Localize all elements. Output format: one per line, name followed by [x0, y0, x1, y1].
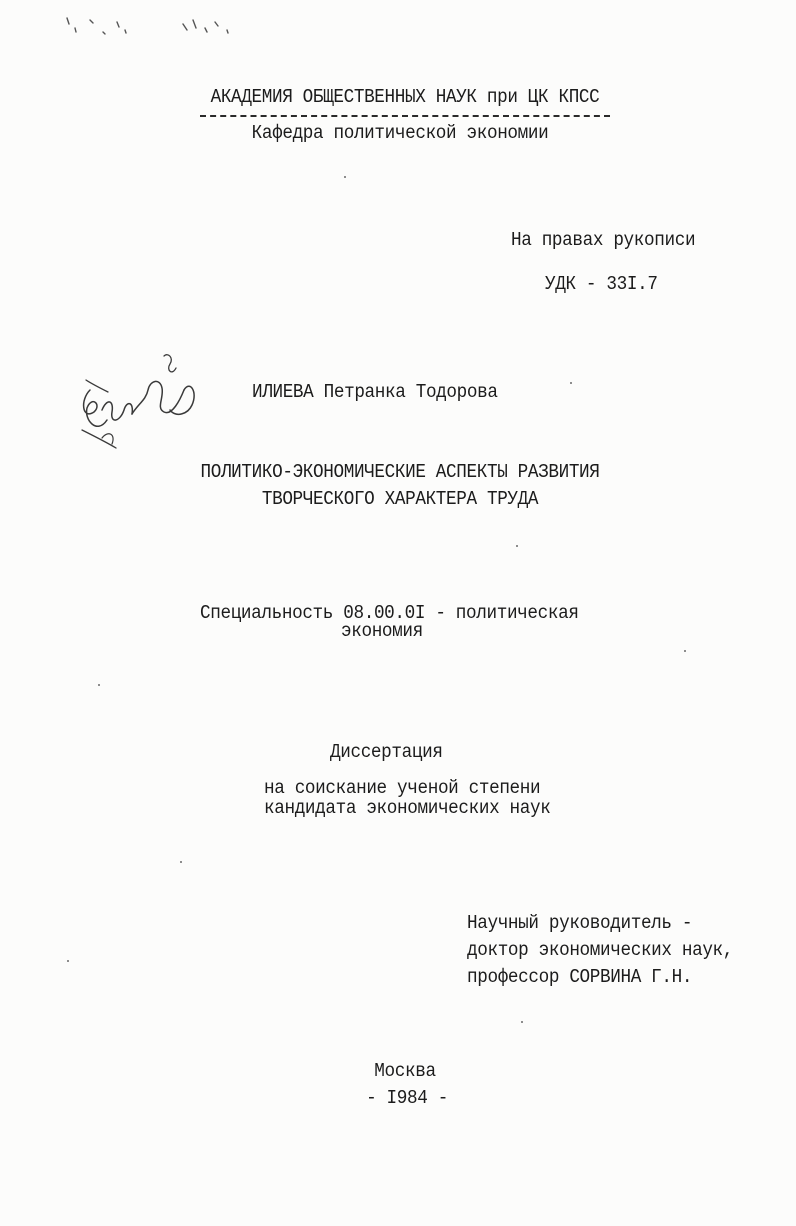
dissertation-heading: Диссертация	[330, 741, 443, 763]
institution-heading: АКАДЕМИЯ ОБЩЕСТВЕННЫХ НАУК при ЦК КПСС	[210, 86, 600, 108]
udc-code: УДК - 33I.7	[545, 273, 658, 295]
scan-speck	[180, 861, 182, 863]
scan-speck	[570, 382, 572, 384]
scan-speck	[344, 176, 346, 178]
author-name: ИЛИЕВА Петранка Тодорова	[252, 381, 498, 403]
supervisor-line-3: профессор СОРВИНА Г.Н.	[467, 966, 693, 988]
handwritten-signature	[72, 350, 207, 465]
publication-city: Москва	[374, 1060, 436, 1082]
specialty-line-1: Специальность 08.00.0I - политическая	[200, 602, 579, 624]
degree-line-2: кандидата экономических наук	[264, 797, 551, 819]
thesis-title-line-2: ТВОРЧЕСКОГО ХАРАКТЕРА ТРУДА	[261, 488, 539, 510]
scan-marks	[55, 10, 255, 50]
supervisor-line-2: доктор экономических наук,	[467, 939, 734, 961]
header-divider	[200, 115, 610, 117]
supervisor-line-1: Научный руководитель -	[467, 912, 693, 934]
manuscript-note: На правах рукописи	[511, 229, 696, 251]
scan-speck	[516, 545, 518, 547]
scan-speck	[98, 684, 100, 686]
scan-speck	[521, 1021, 523, 1023]
scan-speck	[684, 650, 686, 652]
department-name: Кафедра политической экономии	[251, 122, 549, 144]
publication-year: - I984 -	[366, 1087, 448, 1109]
specialty-line-2: экономия	[341, 620, 423, 642]
degree-line-1: на соискание ученой степени	[264, 777, 541, 799]
thesis-title-line-1: ПОЛИТИКО-ЭКОНОМИЧЕСКИЕ АСПЕКТЫ РАЗВИТИЯ	[200, 461, 600, 483]
scan-speck	[67, 960, 69, 962]
